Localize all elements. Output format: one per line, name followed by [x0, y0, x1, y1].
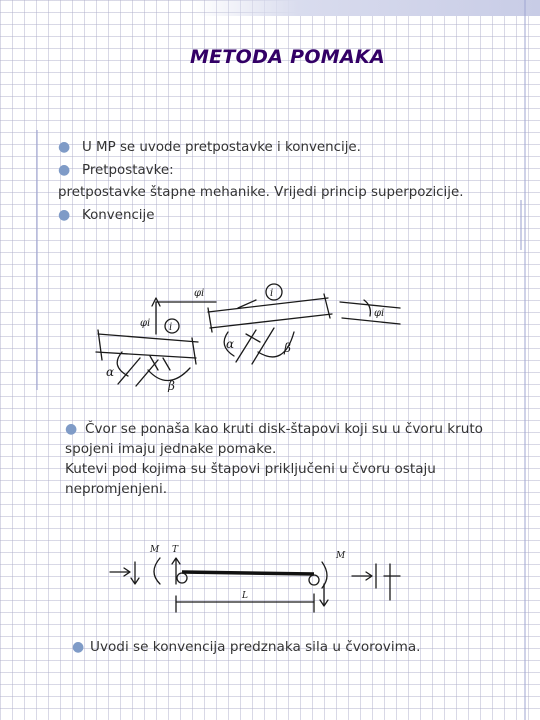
list-item: [58, 159, 463, 182]
beam-member: [182, 572, 314, 574]
moment-mark-j: M: [336, 551, 346, 561]
right-axial-force-icon: [352, 572, 372, 580]
right-shear-arrow-icon: [320, 584, 328, 606]
rotation-mark-far: φi: [374, 308, 385, 319]
rotation-arc-far: [364, 300, 370, 316]
beta-label: β: [168, 379, 175, 392]
right-end-marks: [376, 564, 400, 600]
rotation-mark: φi: [140, 318, 151, 329]
left-inclined-member: [118, 358, 158, 386]
list-item: [65, 419, 515, 439]
node-i-shear-icon: [172, 558, 180, 584]
sign-convention-figure: [100, 538, 410, 620]
shear-mark-i: T: [172, 545, 179, 555]
alpha-label: α: [106, 365, 115, 379]
span-mark: L: [242, 591, 248, 601]
paragraph-text: pretpostavke štapne mehanike. Vrijedi princip superpozicije.: [58, 185, 464, 200]
list-item-text: Pretpostavke:: [82, 163, 174, 178]
bullet-icon: ●: [58, 207, 71, 223]
alpha-arc: [117, 352, 128, 376]
vertical-rule-side: [520, 200, 522, 250]
list-item-text: Uvodi se konvencija predznaka sila u čvorovima.: [90, 639, 421, 655]
list-item: [58, 204, 463, 227]
list-item-text: Konvencije: [82, 208, 155, 223]
left-shear-arrow-icon: [131, 562, 139, 584]
list-item-text: U MP se uvode pretpostavke i konvencije.: [82, 140, 361, 155]
bullet-icon: ●: [58, 139, 71, 155]
right-beam: [208, 298, 332, 328]
corner-decoration: [195, 0, 540, 16]
left-vertical-stub: [150, 356, 170, 370]
left-beam: [96, 334, 198, 358]
bullet-icon: ●: [72, 639, 85, 655]
node-i-circle: [177, 573, 187, 583]
list-item-text: Čvor se ponaša kao kruti disk-štapovi koji su u čvoru kruto: [85, 421, 483, 437]
vertical-rule-left: [36, 130, 38, 390]
left-axial-force-icon: [110, 568, 130, 576]
sign-convention-item: [72, 636, 420, 658]
paragraph-line: Kutevi pod kojima su štapovi priključeni u čvoru ostaju: [65, 461, 436, 477]
rotation-mark-top: φi: [194, 288, 205, 299]
node-rotation-figure: [88, 272, 408, 392]
node-circle-right: [266, 284, 282, 300]
moment-mark-i: M: [150, 545, 160, 555]
node-mark-left: i: [169, 322, 173, 333]
node-mark-right: i: [270, 288, 274, 299]
paragraph-line: spojeni imaju jednake pomake.: [65, 441, 277, 457]
bullet-icon: ●: [58, 162, 71, 178]
page-title: METODA POMAKA: [189, 46, 386, 68]
alpha-label-right: α: [226, 337, 235, 351]
paragraph-line: nepromjenjeni.: [65, 481, 168, 497]
list-item: [58, 136, 463, 159]
left-moment-arc: [154, 558, 160, 584]
bullet-icon: ●: [65, 421, 78, 437]
beta-label-right: β: [284, 341, 291, 355]
intro-block: [58, 136, 463, 227]
node-paragraph: [65, 419, 515, 499]
vertical-rule-right: [524, 0, 526, 720]
right-inclined-member: [236, 328, 274, 364]
node-j-circle: [309, 575, 319, 585]
